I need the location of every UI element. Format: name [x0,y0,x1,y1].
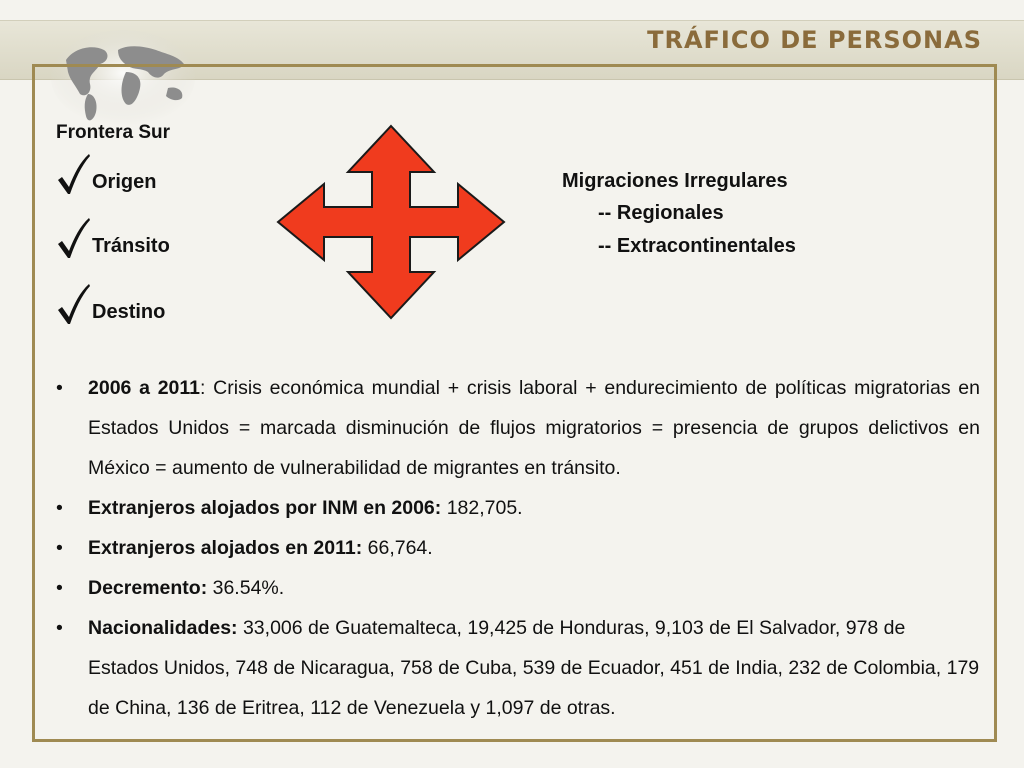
check-item-transito [56,210,170,260]
bullet-bold: 2006 a 2011 [88,377,201,399]
bullet-text: 66,764. [362,537,433,559]
bullet-bold: Extranjeros alojados por INM en 2006: [88,497,442,519]
list-item [56,488,980,528]
bullet-text: 33,006 de Guatemalteca, 19,425 de Honduras, 9,103 de El Salvador, 978 de Estados Unidos, 748 de Nicaragua, 758 de Cuba, 539 de Ecuador, 451 de India, 232 de Colombia, 179 de China, 136 de Eritrea, 112 de Venezuela y 1,097 de otras. [88,617,980,719]
bullet-text: 182,705. [441,497,523,519]
bullet-text: 36.54%. [207,577,285,599]
checkmark-icon [56,216,90,260]
page-title: TRÁFICO DE PERSONAS [647,26,982,54]
check-label-transito: Tránsito [92,235,170,257]
check-item-destino [56,276,165,326]
list-item [56,368,980,488]
bullet-list [56,368,980,728]
bullet-bold: Nacionalidades: [88,617,238,639]
check-item-origen [56,146,156,196]
check-label-origen: Origen [92,171,157,193]
migraciones-regionales: -- Regionales [598,202,724,224]
checkmark-icon [56,282,90,326]
migraciones-heading: Migraciones Irregulares [562,170,788,192]
migraciones-extracontinentales: -- Extracontinentales [598,235,796,257]
list-item [56,528,980,568]
bullet-text: : Crisis económica mundial + crisis laboral + endurecimiento de políticas migratorias en Estados Unidos = marcada disminución de flujos migratorios = presencia de grupos delictivos en México = aumento de vulnerabilidad de migrantes en tránsito. [88,377,981,479]
list-item [56,608,980,728]
frontera-sur-heading: Frontera Sur [56,122,171,143]
check-label-destino: Destino [92,301,166,323]
list-item [56,568,980,608]
bullet-bold: Decremento: [88,577,208,599]
checkmark-icon [56,152,90,196]
four-way-arrow-icon [276,124,506,320]
bullet-bold: Extranjeros alojados en 2011: [88,537,363,559]
